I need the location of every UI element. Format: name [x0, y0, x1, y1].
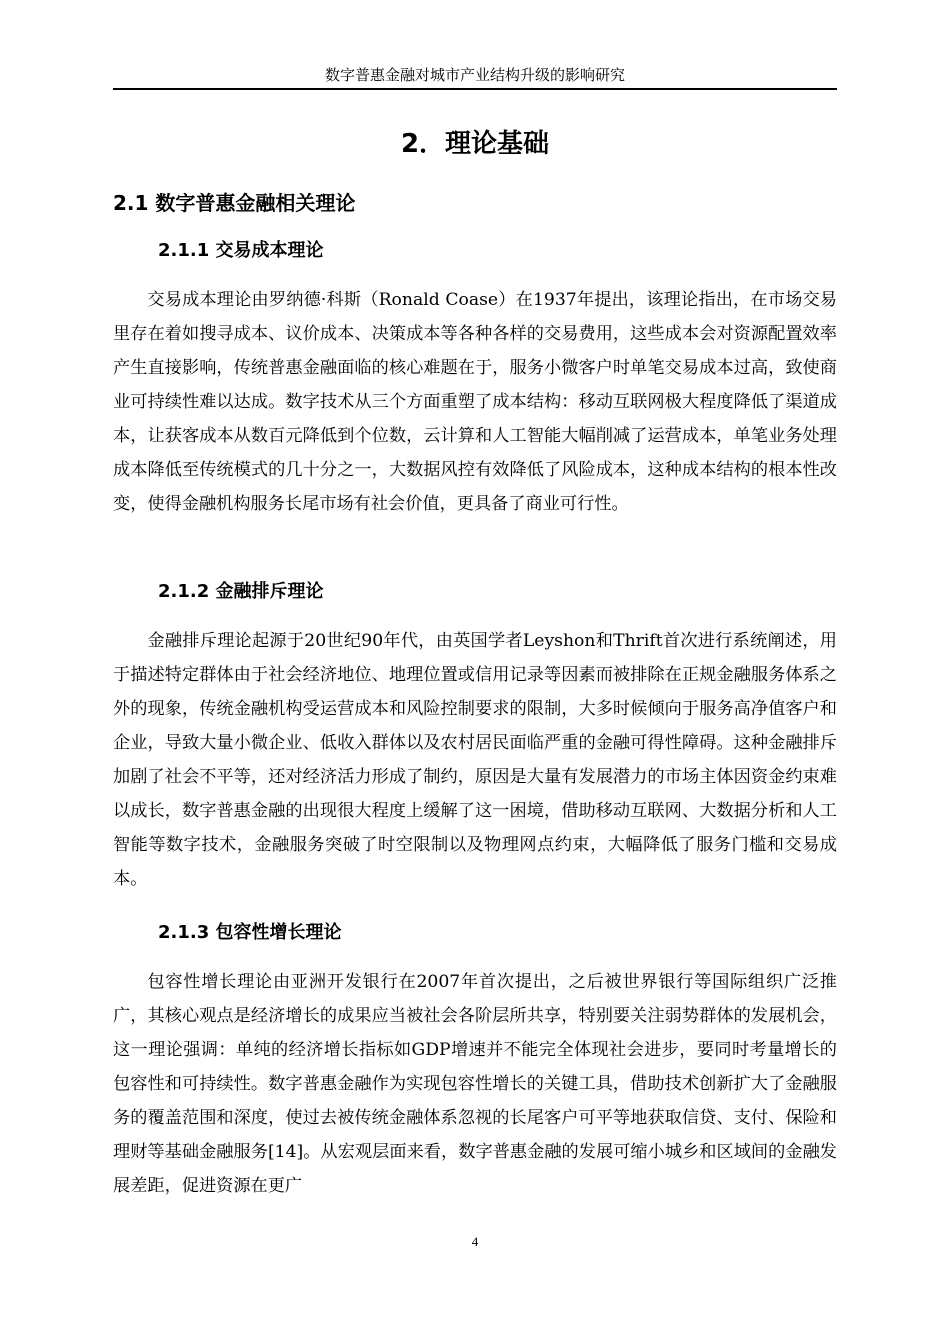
chapter-title: 2．理论基础: [400, 129, 550, 159]
header-rule: [113, 88, 837, 90]
subsection-heading-2-1-3: 2.1.3 包容性增长理论: [158, 922, 342, 943]
page-number: 4: [471, 1234, 479, 1249]
subsection-heading-2-1-2: 2.1.2 金融排斥理论: [158, 581, 324, 602]
subsection-heading-2-1-1: 2.1.1 交易成本理论: [158, 240, 324, 261]
section-heading-2-1: 2.1 数字普惠金融相关理论: [113, 191, 356, 215]
paragraph-financial-exclusion: 金融排斥理论起源于20世纪90年代，由英国学者Leyshon和Thrift首次进行系统阐述，用于描述特定群体由于社会经济地位、地理位置或信用记录等因素而被排除在正规金融服务体系之外的现象，传统金融机构受运营成本和风险控制要求的限制，大多时候倾向于服务高净值客户和企业，导致大量小微企业、低收入群体以及农村居民面临严重的金融可得性障碍。这种金融排斥加剧了社会不平等，还对经济活力形成了制约，原因是大量有发展潜力的市场主体因资金约束难以成长，数字普惠金融的出现很大程度上缓解了这一困境，借助移动互联网、大数据分析和人工智能等数字技术，金融服务突破了时空限制以及物理网点约束，大幅降低了服务门槛和交易成本。: [113, 631, 837, 889]
paragraph-inclusive-growth: 包容性增长理论由亚洲开发银行在2007年首次提出，之后被世界银行等国际组织广泛推广，其核心观点是经济增长的成果应当被社会各阶层所共享，特别要关注弱势群体的发展机会，这一理论强调：单纯的经济增长指标如GDP增速并不能完全体现社会进步，要同时考量增长的包容性和可持续性。数字普惠金融作为实现包容性增长的关键工具，借助技术创新扩大了金融服务的覆盖范围和深度，使过去被传统金融体系忽视的长尾客户可平等地获取信贷、支付、保险和理财等基础金融服务[14]。从宏观层面来看，数字普惠金融的发展可缩小城乡和区域间的金融发展差距，促进资源在更广: [113, 972, 837, 1196]
paragraph-transaction-cost: 交易成本理论由罗纳德·科斯（Ronald Coase）在1937年提出，该理论指出，在市场交易里存在着如搜寻成本、议价成本、决策成本等各种各样的交易费用，这些成本会对资源配置效率产生直接影响，传统普惠金融面临的核心难题在于，服务小微客户时单笔交易成本过高，致使商业可持续性难以达成。数字技术从三个方面重塑了成本结构：移动互联网极大程度降低了渠道成本，让获客成本从数百元降低到个位数，云计算和人工智能大幅削减了运营成本，单笔业务处理成本降低至传统模式的几十分之一，大数据风控有效降低了风险成本，这种成本结构的根本性改变，使得金融机构服务长尾市场有社会价值，更具备了商业可行性。: [113, 290, 837, 514]
running-header-title: 数字普惠金融对城市产业结构升级的影响研究: [324, 66, 625, 84]
